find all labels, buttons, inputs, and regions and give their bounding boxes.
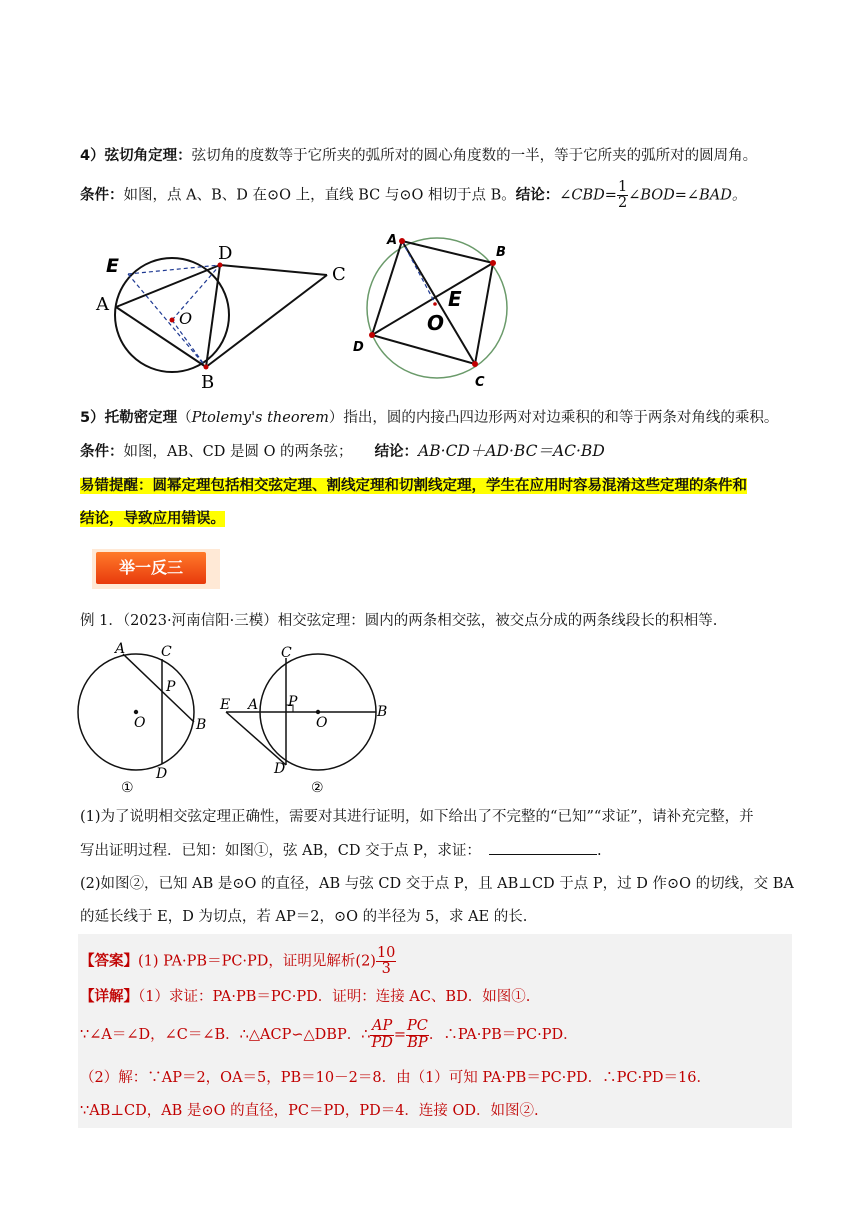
theorem4-paragraph [80,145,757,167]
label-o: O [316,715,328,731]
center-point [433,302,437,306]
chord-ad [116,265,220,307]
label-c: C [332,264,346,285]
ratio-pc-bp [406,1019,429,1050]
label-a: A [248,697,259,713]
theorem4-text: 弦切角的度数等于它所夹的弧所对的圆心角度数的一半，等于它所夹的弧所对的圆周角。 [191,148,758,164]
center-point [134,710,138,714]
theorem4-concl-pre: ∠CBD= [559,187,617,204]
label-a: A [96,294,109,315]
detail-label: 【详解】 [80,989,138,1005]
figure-number-2: ② [311,780,324,795]
theorem4-fraction [617,180,628,211]
detail-line4: ∵AB⊥CD，AB 是⊙O 的直径，PC＝PD，PD＝4．连接 OD．如图②. [80,1103,539,1119]
example-figure-2 [218,640,393,795]
label-b: B [201,372,215,393]
answer-line [80,946,396,977]
question2-line1: (2)如图②，已知 AB 是⊙O 的直径，AB 与弦 CD 交于点 P，且 AB⊥CD 于点 P，过 D 作⊙O 的切线，交 BA [80,876,794,892]
question1-text: 写出证明过程．已知：如图①，弦 AB，CD 交于点 P，求证： [80,843,481,859]
equals-sign: = [393,1027,406,1043]
label-c: C [475,375,485,390]
label-d: D [156,766,168,782]
theorem5-latin-name: Ptolemy's theorem [191,410,329,426]
theorem5-cond-label: 条件： [80,444,124,460]
detail-line2 [80,1018,578,1052]
line-dc [220,265,327,275]
label-e: E [220,697,231,713]
theorem5-concl-label: 结论： [374,444,419,460]
point-d [369,332,375,338]
question1-line1: (1)为了说明相交弦定理正确性，需要对其进行证明，如下给出了不完整的“已知”“求证”，请补充完整，并 [80,809,754,825]
figure-number-1: ① [121,780,134,795]
label-c: C [161,644,172,660]
theorem4-cond-text: 如图，点 A、B、D 在⊙O 上，直线 BC 与⊙O 相切于点 B。 [123,187,516,204]
detail-text-2-pre: ∵∠A＝∠D，∠C＝∠B．∴△ACP∽△DBP．∴ [80,1027,371,1043]
tangent-bc [206,275,327,367]
warning-line-1 [80,476,747,496]
answer-fraction [376,946,396,977]
theorem5-condition [80,440,605,463]
paren-close: ） [328,410,344,426]
label-a: A [387,233,398,248]
label-d: D [353,340,364,355]
dashed-eb [128,274,206,367]
example-intro: 例 1．（2023·河南信阳·三模）相交弦定理：圆内的两条相交弦，被交点分成的两条线段长的积相等. [80,613,718,629]
paren-open: （ [177,410,192,426]
theorem5-paragraph [80,407,778,429]
center-point [170,318,175,323]
ptolemy-figure [345,228,520,393]
fraction-numerator: 1 [617,179,628,195]
theorem5-text: 指出，圆的内接凸四边形两对对边乘积的和等于两条对角线的乘积。 [343,410,779,426]
fraction-denominator: BP [407,1034,428,1051]
label-d: D [218,243,233,264]
fraction-denominator: 2 [617,195,628,212]
fraction-denominator: PD [371,1034,393,1051]
warning-line-2 [80,509,225,529]
theorem5-heading: 5）托勒密定理 [80,410,178,426]
theorem4-concl-post: ∠BOD=∠BAD。 [628,187,747,204]
label-a: A [115,641,126,657]
detail-text-2-post: ．∴PA·PB＝PC·PD． [428,1027,578,1043]
label-e: E [106,255,119,277]
detail-line1 [80,986,530,1008]
label-b: B [496,245,506,260]
label-c: C [281,645,292,661]
warning-text-1: 易错提醒：圆幂定理包括相交弦定理、割线定理和切割线定理，学生在应用时容易混淆这些定理的条件和 [80,478,747,494]
theorem4-heading: 4）弦切角定理： [80,148,192,164]
label-o: O [134,715,146,731]
dashed-ao [402,241,435,303]
answer-label: 【答案】 [80,953,138,970]
point-b [204,365,209,370]
label-p: P [166,679,176,695]
point-a [399,238,405,244]
fraction-denominator: 3 [381,961,391,978]
chord-db [206,265,220,367]
tangent-ed [226,712,286,765]
label-p: P [288,694,298,710]
badge-label: 举一反三 [96,552,206,584]
chord-ab [116,307,206,367]
warning-text-2: 结论，导致应用错误。 [80,511,225,527]
fraction-numerator: AP [372,1018,393,1035]
answer-part1: (1) PA·PB＝PC·PD，证明见解析(2) [138,953,376,970]
label-o: O [179,309,193,328]
circumcircle [367,238,507,378]
theorem4-condition [80,180,746,211]
center-point [316,710,320,714]
label-e: E [448,287,462,311]
point-c [472,361,478,367]
circle-o [115,258,229,372]
label-d: D [274,761,286,777]
label-o: O [427,311,445,335]
question1-line2 [80,840,602,862]
ratio-ap-pd [370,1019,393,1050]
section-badge [92,549,220,589]
theorem4-concl-label: 结论： [515,187,560,204]
tangent-chord-figure [92,240,362,395]
point-b [490,260,496,266]
theorem5-cond-text: 如图，AB、CD 是圆 O 的两条弦； [123,444,353,460]
chord-ab [123,654,194,722]
fraction-numerator: PC [406,1018,428,1035]
detail-text-1: （1）求证：PA·PB＝PC·PD．证明：连接 AC、BD．如图①. [138,989,531,1005]
question1-end: . [596,843,602,859]
answer-blank [489,840,597,855]
label-b: B [377,704,388,720]
quadrilateral-abcd [372,241,493,364]
theorem5-concl-text: AB·CD＋AD·BC＝AC·BD [418,442,605,460]
theorem4-cond-label: 条件： [80,187,124,204]
detail-line3: （2）解：∵AP＝2，OA＝5，PB＝10－2＝8．由（1）可知 PA·PB＝PC·PD．∴PC·PD＝16． [80,1070,711,1086]
question2-line2: 的延长线于 E，D 为切点，若 AP＝2，⊙O 的半径为 5，求 AE 的长. [80,909,528,925]
label-b: B [196,717,207,733]
fraction-numerator: 10 [376,945,396,961]
example-figure-1 [76,640,216,795]
